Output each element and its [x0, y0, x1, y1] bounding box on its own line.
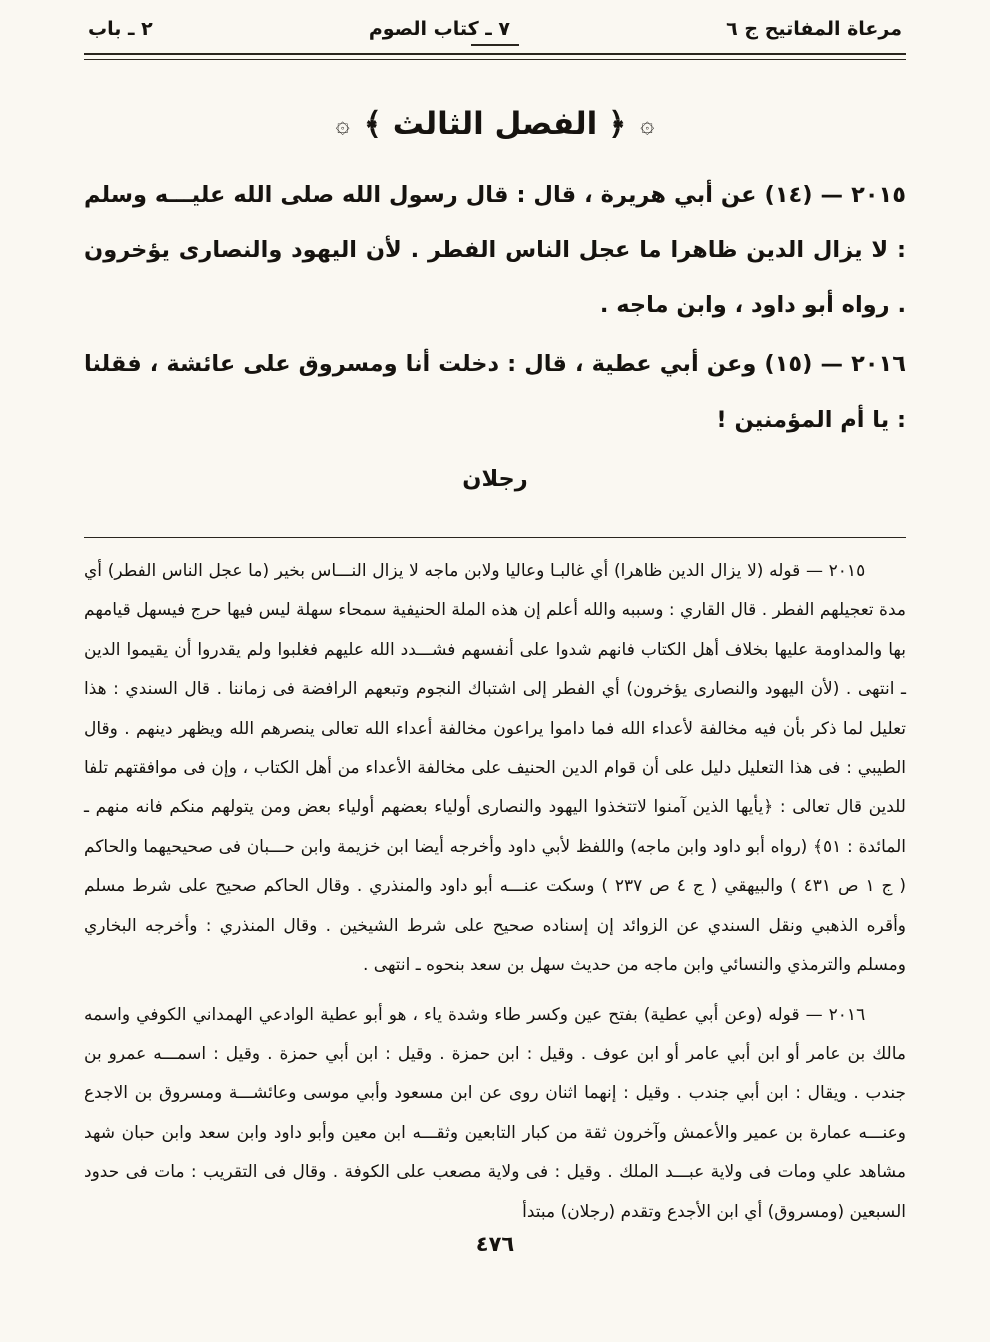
- title-ornament-right-icon: ۞: [640, 110, 655, 138]
- header-book-title: ٧ ـ كتاب الصوم: [368, 18, 511, 40]
- commentary-hadith-2016: ٢٠١٦ — قوله (وعن أبي عطية) بفتح عين وكسر طاء وشدة ياء ، هو أبو عطية الوادعي الهمداني الكوفي واسمه مالك بن عامر أو ابن أبي عامر أو ابن عوف . وقيل : ابن حمزة . وقيل : ابن أبي حمزة . وقيل : اسمـــه عمرو بن جندب . ويقال : ابن أبي جندب . وقيل : إنهما اثنان روى عن ابن مسعود وأبي موسى وعائشـــة ومسروق بن الاجدع وعنـــه عمارة بن عمير والأعمش وآخرون ثقة من كبار التابعين وثقـــه ابن معين وأبو داود وابن سعد وابن حبان شهد مشاهد علي ومات فى ولاية عبـــد الملك . وقيل : فى ولاية مصعب على الكوفة . وقال فى التقريب : مات فى حدود السبعين (ومسروق) أي ابن الأجدع وتقدم (رجلان) مبتدأ: [84, 1004, 906, 1222]
- hadith-text-section: [84, 168, 906, 507]
- running-header: [84, 16, 906, 40]
- header-chapter-label: ٢ ـ باب: [88, 18, 153, 40]
- section-title-row: [84, 106, 906, 142]
- header-double-rule: [84, 53, 906, 60]
- section-title: ﴿ الفصل الثالث ﴾: [363, 106, 627, 142]
- hadith-2016-text: ٢٠١٦ — (١٥) وعن أبي عطية ، قال : دخلت أنا ومسروق على عائشة ، فقلنا : يا أم المؤمنين !: [84, 351, 906, 433]
- commentary-section: [84, 552, 906, 1232]
- page-number: ٤٧٦: [475, 1232, 515, 1256]
- matn-commentary-divider: [84, 537, 906, 538]
- header-volume-title: مرعاة المفاتيح ج ٦: [726, 18, 902, 40]
- commentary-hadith-2015: ٢٠١٥ — قوله (لا يزال الدين ظاهرا) أي غالبـا وعاليا ولابن ماجه لا يزال النـــاس بخير (ما عجل الناس الفطر) أي مدة تعجيلهم الفطر . قال القاري : وسببه والله أعلم إن هذه الملة الحنيفية سمحاء سهلة ليس فيها حرج فيسهل قيامهم بها والمداومة عليها بخلاف أهل الكتاب فانهم شدوا على أنفسهم فشـــدد الله عليهم فغلبوا ولم يقدروا أن يقيموا الدين ـ انتهى . (لأن اليهود والنصارى يؤخرون) أي الفطر إلى اشتباك النجوم وتبعهم الرافضة فى زماننا . قال السندي : هذا تعليل لما ذكر بأن فيه مخالفة لأعداء الله فما داموا يراعون مخالفة أعداء الله تعالى ينصرهم الله ويظهر دينهم . وقال الطيبي : فى هذا التعليل دليل على أن قوام الدين الحنيف على مخالفة الأعداء من أهل الكتاب ، وإن فى موافقتهم تلفا للدين قال تعالى : ﴿يأيها الذين آمنوا لاتتخذوا اليهود والنصارى أولياء بعضهم أولياء بعض ومن يتولهم منكم فانه منهم ـ المائدة : ٥١﴾ (رواه أبو داود وابن ماجه) واللفظ لأبي داود وأخرجه أيضا ابن خزيمة وابن حـــبان فى صحيحيهما والحاكم ( ج ١ ص ٤٣١ ) والبيهقي ( ج ٤ ص ٢٣٧ ) وسكت عنـــه أبو داود والمنذري . وقال الحاكم صحيح على شرط مسلم وأقره الذهبي ونقل السندي عن الزوائد إن إسناده صحيح على شرط الشيخين . وقال المنذري : وأخرجه البخاري ومسلم والترمذي والنسائي وابن ماجه من حديث سهل بن سعد بنحوه ـ انتهى .: [84, 560, 907, 976]
- header-center-dash: [471, 44, 519, 46]
- hadith-2015-text: ٢٠١٥ — (١٤) عن أبي هريرة ، قال : قال رسول الله صلى الله عليـــه وسلم : لا يزال الدين ظاهرا ما عجل الناس الفطر . لأن اليهود والنصارى يؤخرون . رواه أبو داود ، وابن ماجه .: [84, 182, 906, 319]
- title-ornament-left-icon: ۞: [335, 110, 350, 138]
- hadith-2016-continuation: رجلان: [462, 465, 528, 492]
